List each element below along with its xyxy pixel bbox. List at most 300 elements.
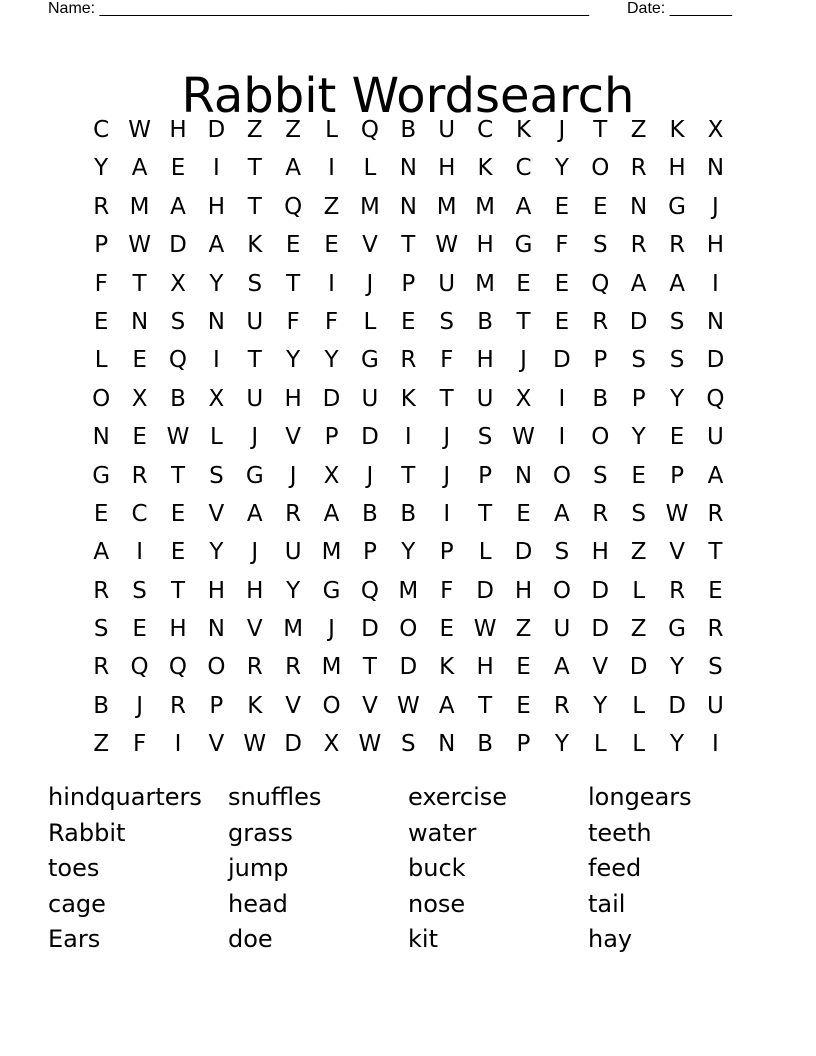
grid-letter: Q bbox=[168, 347, 188, 374]
word-list-item: grass bbox=[228, 818, 293, 847]
grid-letter: H bbox=[207, 193, 226, 220]
grid-letter: E bbox=[93, 308, 109, 335]
grid-letter: S bbox=[209, 462, 224, 489]
grid-letter: X bbox=[515, 385, 532, 412]
grid-letter: P bbox=[670, 462, 684, 489]
grid-letter: R bbox=[592, 308, 609, 335]
grid-letter: R bbox=[669, 577, 686, 604]
grid-letter: B bbox=[400, 117, 417, 143]
grid-letter: L bbox=[209, 424, 223, 451]
grid-row bbox=[82, 648, 735, 686]
grid-row bbox=[82, 380, 735, 418]
grid-letter: D bbox=[553, 347, 571, 374]
grid-letter: D bbox=[322, 385, 341, 412]
grid-letter: I bbox=[558, 424, 566, 451]
grid-letter: S bbox=[631, 500, 646, 527]
grid-letter: X bbox=[323, 731, 340, 758]
word-list-row bbox=[48, 816, 768, 852]
grid-letter: W bbox=[473, 616, 497, 643]
grid-letter: H bbox=[284, 385, 302, 412]
word-list-item: water bbox=[408, 818, 477, 847]
grid-letter: O bbox=[591, 424, 610, 451]
grid-letter: S bbox=[401, 731, 416, 758]
grid-letter: Y bbox=[554, 731, 569, 758]
grid-letter: Q bbox=[284, 193, 303, 220]
grid-letter: C bbox=[477, 117, 494, 143]
grid-letter: E bbox=[401, 308, 416, 335]
grid-letter: O bbox=[207, 654, 226, 681]
grid-letter: J bbox=[366, 270, 374, 297]
grid-letter: M bbox=[283, 616, 304, 643]
grid-letter: B bbox=[477, 731, 493, 758]
grid-letter: O bbox=[399, 616, 418, 643]
grid-letter: Y bbox=[94, 155, 109, 182]
grid-letter: R bbox=[246, 654, 263, 681]
grid-letter: D bbox=[514, 539, 533, 566]
grid-letter: I bbox=[328, 270, 335, 297]
word-list-item: toes bbox=[48, 854, 100, 882]
grid-letter: A bbox=[170, 193, 186, 220]
word-list-item: teeth bbox=[588, 818, 652, 847]
grid-letter: T bbox=[708, 539, 723, 566]
grid-letter: E bbox=[132, 347, 147, 374]
word-list-row bbox=[48, 887, 768, 923]
grid-letter: E bbox=[132, 616, 147, 643]
grid-letter: J bbox=[520, 347, 527, 374]
grid-letter: K bbox=[247, 232, 263, 259]
grid-letter: E bbox=[170, 155, 186, 182]
grid-letter: Y bbox=[324, 347, 339, 374]
grid-letter: U bbox=[246, 385, 264, 412]
grid-letter: W bbox=[128, 117, 151, 143]
grid-letter: E bbox=[285, 232, 301, 259]
grid-letter: G bbox=[322, 577, 341, 604]
grid-letter: B bbox=[400, 500, 417, 527]
grid-letter: H bbox=[169, 616, 187, 643]
grid-letter: M bbox=[321, 539, 342, 566]
grid-letter: N bbox=[706, 308, 725, 335]
grid-letter: U bbox=[438, 270, 456, 297]
grid-letter: T bbox=[247, 347, 262, 374]
grid-letter: E bbox=[516, 270, 531, 297]
grid-letter: H bbox=[591, 539, 609, 566]
grid-letter: R bbox=[169, 692, 186, 719]
grid-letter: I bbox=[558, 385, 566, 412]
grid-letter: T bbox=[401, 232, 416, 259]
grid-letter: H bbox=[706, 232, 725, 259]
grid-letter: H bbox=[514, 577, 533, 604]
grid-letter: Y bbox=[209, 270, 224, 297]
grid-letter: L bbox=[632, 692, 646, 719]
grid-letter: U bbox=[553, 616, 571, 643]
grid-letter: O bbox=[552, 577, 571, 604]
grid-letter: V bbox=[362, 692, 378, 719]
grid-letter: I bbox=[712, 731, 719, 758]
grid-letter: N bbox=[207, 308, 225, 335]
grid-letter: R bbox=[630, 232, 647, 259]
grid-letter: S bbox=[170, 308, 186, 335]
grid-letter: F bbox=[286, 308, 300, 335]
grid-letter: H bbox=[246, 577, 264, 604]
grid-letter: B bbox=[592, 385, 609, 412]
word-list-item: jump bbox=[228, 854, 289, 882]
grid-letter: L bbox=[632, 731, 646, 758]
grid-letter: V bbox=[592, 654, 609, 681]
grid-letter: R bbox=[285, 500, 302, 527]
grid-letter: Z bbox=[515, 616, 532, 643]
grid-letter: W bbox=[435, 232, 459, 259]
grid-letter: O bbox=[322, 692, 341, 719]
grid-letter: Y bbox=[401, 539, 416, 566]
grid-letter: T bbox=[362, 654, 377, 681]
grid-letter: S bbox=[669, 347, 685, 374]
grid-letter: A bbox=[246, 500, 263, 527]
grid-letter: K bbox=[477, 155, 493, 182]
grid-letter: R bbox=[592, 500, 609, 527]
grid-letter: P bbox=[631, 385, 646, 412]
grid-letter: J bbox=[136, 692, 143, 719]
grid-letter: M bbox=[475, 193, 496, 220]
grid-letter: N bbox=[130, 308, 149, 335]
grid-letter: D bbox=[706, 347, 725, 374]
grid-letter: S bbox=[247, 270, 263, 297]
grid-letter: D bbox=[361, 424, 379, 451]
grid-letter: E bbox=[516, 692, 531, 719]
grid-letter: A bbox=[554, 654, 570, 681]
grid-letter: A bbox=[93, 539, 110, 566]
letter-grid bbox=[82, 111, 735, 764]
grid-letter: Z bbox=[93, 731, 110, 758]
page-title: Rabbit Wordsearch bbox=[181, 68, 635, 125]
grid-letter: P bbox=[209, 692, 224, 719]
grid-letter: Z bbox=[323, 193, 340, 220]
grid-letter: T bbox=[247, 155, 262, 182]
grid-letter: I bbox=[212, 155, 220, 182]
grid-letter: L bbox=[593, 731, 607, 758]
grid-letter: C bbox=[131, 500, 148, 527]
grid-letter: R bbox=[93, 577, 110, 604]
grid-letter: Z bbox=[630, 616, 647, 643]
grid-letter: P bbox=[516, 731, 531, 758]
grid-letter: E bbox=[593, 193, 608, 220]
grid-letter: D bbox=[591, 616, 610, 643]
word-list-item: kit bbox=[408, 925, 438, 953]
grid-letter: R bbox=[707, 500, 724, 527]
grid-letter: Z bbox=[630, 539, 647, 566]
grid-letter: H bbox=[668, 155, 686, 182]
grid-letter: X bbox=[707, 117, 724, 143]
grid-letter: G bbox=[668, 193, 686, 220]
grid-letter: Y bbox=[670, 654, 685, 681]
grid-letter: R bbox=[630, 155, 647, 182]
grid-letter: I bbox=[443, 500, 451, 527]
grid-letter: E bbox=[554, 308, 570, 335]
grid-letter: L bbox=[632, 577, 646, 604]
grid-letter: X bbox=[323, 462, 340, 489]
grid-letter: E bbox=[170, 500, 186, 527]
grid-letter: N bbox=[706, 155, 725, 182]
grid-row bbox=[82, 572, 735, 610]
grid-row bbox=[82, 265, 735, 303]
grid-letter: T bbox=[439, 385, 454, 412]
grid-letter: F bbox=[440, 577, 454, 604]
grid-letter: Z bbox=[285, 117, 302, 143]
grid-row bbox=[82, 725, 735, 763]
grid-letter: B bbox=[93, 692, 110, 719]
grid-letter: N bbox=[207, 616, 225, 643]
grid-letter: X bbox=[170, 270, 186, 297]
grid-letter: I bbox=[212, 347, 220, 374]
grid-letter: J bbox=[289, 462, 297, 489]
grid-letter: E bbox=[516, 654, 531, 681]
grid-letter: R bbox=[707, 616, 724, 643]
grid-letter: P bbox=[362, 539, 377, 566]
grid-letter: U bbox=[246, 308, 264, 335]
grid-letter: V bbox=[246, 616, 263, 643]
grid-letter: R bbox=[93, 193, 110, 220]
grid-letter: P bbox=[593, 347, 608, 374]
grid-letter: A bbox=[554, 500, 570, 527]
grid-letter: S bbox=[93, 616, 109, 643]
grid-letter: V bbox=[285, 424, 302, 451]
grid-letter: J bbox=[366, 462, 374, 489]
grid-letter: E bbox=[669, 424, 685, 451]
grid-letter: N bbox=[92, 424, 110, 451]
grid-letter: A bbox=[630, 270, 647, 297]
grid-letter: R bbox=[400, 347, 417, 374]
grid-letter: Q bbox=[168, 654, 188, 681]
grid-letter: L bbox=[325, 117, 338, 143]
grid-letter: Y bbox=[670, 731, 685, 758]
grid-row bbox=[82, 226, 735, 264]
grid-letter: Y bbox=[631, 424, 646, 451]
grid-row bbox=[82, 303, 735, 341]
grid-letter: R bbox=[131, 462, 148, 489]
grid-letter: Z bbox=[246, 117, 263, 143]
grid-letter: U bbox=[707, 692, 724, 719]
grid-letter: F bbox=[94, 270, 108, 297]
grid-letter: M bbox=[129, 193, 150, 220]
word-list-item: snuffles bbox=[228, 783, 322, 811]
grid-row bbox=[82, 341, 735, 379]
grid-letter: O bbox=[552, 462, 571, 489]
grid-letter: D bbox=[284, 731, 302, 758]
grid-letter: W bbox=[166, 424, 190, 451]
grid-letter: O bbox=[92, 385, 111, 412]
grid-letter: M bbox=[360, 193, 380, 220]
grid-letter: W bbox=[396, 692, 420, 719]
grid-letter: V bbox=[362, 232, 378, 259]
grid-letter: Y bbox=[670, 385, 685, 412]
word-list-item: exercise bbox=[408, 783, 508, 811]
grid-letter: V bbox=[208, 500, 225, 527]
grid-letter: S bbox=[477, 424, 493, 451]
grid-letter: F bbox=[324, 308, 339, 335]
date-field-label: Date: _______ bbox=[627, 0, 732, 17]
grid-row bbox=[82, 687, 735, 725]
grid-letter: P bbox=[478, 462, 493, 489]
word-list-item: feed bbox=[588, 854, 642, 882]
grid-letter: T bbox=[516, 308, 531, 335]
grid-letter: S bbox=[592, 462, 608, 489]
grid-letter: U bbox=[284, 539, 302, 566]
grid-letter: Y bbox=[209, 539, 224, 566]
grid-letter: A bbox=[669, 270, 685, 297]
grid-row bbox=[82, 188, 735, 226]
grid-letter: C bbox=[515, 155, 532, 182]
word-list-item: hindquarters bbox=[48, 783, 202, 811]
word-list-item: Rabbit bbox=[48, 818, 126, 847]
grid-letter: N bbox=[399, 155, 417, 182]
grid-letter: J bbox=[251, 539, 259, 566]
grid-letter: K bbox=[515, 117, 532, 143]
grid-letter: B bbox=[477, 308, 493, 335]
grid-letter: E bbox=[170, 539, 186, 566]
grid-row bbox=[82, 495, 735, 533]
grid-letter: E bbox=[132, 424, 147, 451]
grid-letter: P bbox=[439, 539, 454, 566]
grid-letter: A bbox=[285, 155, 302, 182]
grid-letter: Q bbox=[130, 654, 149, 681]
grid-letter: R bbox=[669, 232, 686, 259]
grid-letter: I bbox=[328, 155, 335, 182]
word-list-item: nose bbox=[408, 889, 466, 918]
grid-letter: T bbox=[170, 462, 185, 489]
grid-letter: J bbox=[443, 424, 451, 451]
grid-letter: Y bbox=[554, 155, 569, 182]
grid-row bbox=[82, 111, 735, 149]
grid-letter: Q bbox=[706, 385, 725, 412]
grid-letter: H bbox=[169, 117, 187, 143]
grid-letter: P bbox=[324, 424, 339, 451]
grid-letter: S bbox=[439, 308, 455, 335]
grid-letter: A bbox=[208, 232, 225, 259]
word-list-item: longears bbox=[588, 783, 692, 811]
grid-letter: N bbox=[630, 193, 648, 220]
grid-letter: J bbox=[443, 462, 451, 489]
grid-letter: J bbox=[328, 616, 335, 643]
grid-letter: B bbox=[362, 500, 378, 527]
grid-letter: K bbox=[669, 117, 685, 143]
grid-letter: T bbox=[478, 500, 493, 527]
grid-letter: G bbox=[668, 616, 686, 643]
word-list-row bbox=[48, 922, 768, 958]
word-list-row bbox=[48, 780, 768, 816]
grid-letter: G bbox=[514, 232, 533, 259]
grid-letter: J bbox=[558, 117, 566, 143]
grid-letter: A bbox=[707, 462, 724, 489]
grid-letter: W bbox=[358, 731, 382, 758]
grid-letter: K bbox=[247, 692, 263, 719]
grid-letter: E bbox=[93, 500, 109, 527]
grid-letter: A bbox=[323, 500, 340, 527]
grid-letter: G bbox=[245, 462, 264, 489]
grid-letter: T bbox=[401, 462, 416, 489]
name-field-label: Name: _______________________________________________________ bbox=[48, 0, 589, 17]
grid-letter: Q bbox=[360, 577, 379, 604]
grid-letter: T bbox=[286, 270, 301, 297]
grid-letter: P bbox=[401, 270, 416, 297]
grid-letter: O bbox=[591, 155, 610, 182]
grid-letter: D bbox=[361, 616, 379, 643]
grid-letter: S bbox=[592, 232, 608, 259]
word-list-item: tail bbox=[588, 889, 626, 918]
grid-letter: Y bbox=[286, 577, 301, 604]
grid-letter: D bbox=[207, 117, 226, 143]
grid-letter: M bbox=[321, 654, 342, 681]
grid-letter: W bbox=[243, 731, 267, 758]
grid-letter: V bbox=[208, 731, 225, 758]
grid-letter: F bbox=[440, 347, 454, 374]
word-list-row bbox=[48, 851, 768, 887]
grid-letter: U bbox=[438, 117, 456, 143]
grid-letter: K bbox=[439, 654, 455, 681]
grid-letter: I bbox=[404, 424, 412, 451]
word-list-item: doe bbox=[228, 925, 273, 953]
grid-letter: N bbox=[514, 462, 533, 489]
grid-letter: Q bbox=[360, 117, 379, 143]
grid-letter: S bbox=[554, 539, 570, 566]
grid-letter: I bbox=[136, 539, 143, 566]
grid-letter: D bbox=[476, 577, 494, 604]
grid-letter: A bbox=[438, 692, 455, 719]
grid-letter: L bbox=[363, 155, 377, 182]
grid-letter: A bbox=[515, 193, 532, 220]
word-list-item: cage bbox=[48, 889, 106, 918]
grid-letter: K bbox=[400, 385, 416, 412]
grid-letter: U bbox=[361, 385, 379, 412]
grid-letter: G bbox=[361, 347, 379, 374]
grid-letter: E bbox=[631, 462, 646, 489]
word-list-item: head bbox=[228, 889, 288, 918]
grid-letter: R bbox=[285, 654, 302, 681]
grid-letter: H bbox=[476, 347, 494, 374]
grid-letter: N bbox=[399, 193, 417, 220]
grid-letter: D bbox=[399, 654, 418, 681]
word-list-item: Ears bbox=[48, 925, 101, 953]
grid-letter: X bbox=[131, 385, 148, 412]
grid-letter: W bbox=[128, 232, 151, 259]
grid-letter: B bbox=[170, 385, 186, 412]
grid-letter: S bbox=[631, 347, 646, 374]
grid-letter: E bbox=[439, 616, 454, 643]
grid-letter: T bbox=[593, 117, 608, 143]
grid-letter: S bbox=[132, 577, 147, 604]
grid-letter: E bbox=[554, 270, 570, 297]
grid-letter: S bbox=[669, 308, 685, 335]
grid-row bbox=[82, 610, 735, 648]
grid-letter: H bbox=[476, 232, 494, 259]
grid-letter: L bbox=[478, 539, 492, 566]
grid-letter: T bbox=[132, 270, 147, 297]
grid-letter: J bbox=[712, 193, 719, 220]
grid-letter: D bbox=[668, 692, 686, 719]
grid-letter: E bbox=[324, 232, 339, 259]
grid-letter: E bbox=[708, 577, 723, 604]
grid-letter: V bbox=[669, 539, 685, 566]
grid-letter: I bbox=[712, 270, 719, 297]
header-line bbox=[48, 0, 748, 20]
grid-letter: J bbox=[251, 424, 259, 451]
grid-letter: G bbox=[92, 462, 111, 489]
grid-letter: D bbox=[591, 577, 610, 604]
grid-letter: R bbox=[93, 654, 110, 681]
grid-letter: X bbox=[208, 385, 225, 412]
word-list-item: hay bbox=[588, 925, 633, 953]
grid-letter: I bbox=[174, 731, 182, 758]
grid-letter: N bbox=[438, 731, 456, 758]
grid-letter: Y bbox=[593, 692, 608, 719]
